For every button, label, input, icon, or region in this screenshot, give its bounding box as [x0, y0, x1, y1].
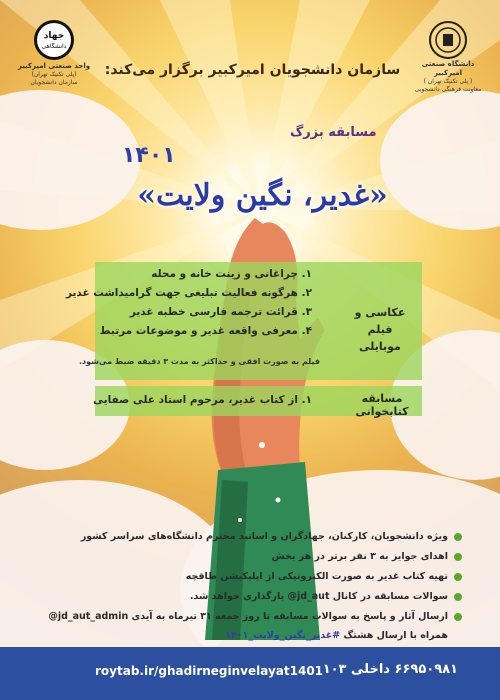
info-bullet — [42, 607, 462, 627]
logo-right-line2: ( پلی تکنیک تهران ) — [423, 78, 473, 85]
bullet-dot-icon — [454, 593, 462, 601]
info-bullets — [42, 527, 462, 645]
jahad-emblem-icon — [32, 18, 76, 62]
hashtag-intro: همراه با ارسال هشتگ — [343, 630, 448, 641]
logo-left-line2: (پلی تکنیک تهران) — [31, 71, 77, 78]
bullet-dot-icon — [454, 553, 462, 561]
video-note: فیلم به صورت افقی و حداکثر به مدت ۳ دقیقه ضبط می‌شود. — [79, 357, 320, 366]
photo-section-label — [350, 304, 410, 355]
bullet-dot-icon — [454, 573, 462, 581]
bullet-text: ویژه دانشجویان، کارکنان، جهادگران و اساتید محترم دانشگاه‌های سراسر کشور — [80, 531, 448, 542]
logo-left-mark1: جهاد — [43, 31, 65, 41]
info-bullet — [42, 587, 462, 607]
logo-right-line1: دانشگاه صنعتی امیرکبیر — [421, 60, 475, 77]
book-item: ۱. از کتاب غدیر، مرحوم استاد علی صفایی — [93, 394, 312, 406]
book-section-label: مسابقه کتابخوانی — [355, 392, 409, 418]
hashtag-line — [42, 627, 462, 645]
photo-topic-item: ۳. قرائت ترجمه فارسی خطبه غدیر — [129, 306, 312, 318]
bullet-text: تهیه کتاب غدیر به صورت الکترونیکی از اپلیکیشن طاقچه — [185, 571, 448, 582]
photo-topic-item: ۱. چراغانی و زینت خانه و محله — [151, 268, 312, 280]
info-bullet — [42, 567, 462, 587]
photo-label-line1: عکاسی و — [354, 306, 406, 319]
photo-label-line2: فیلم موبایلی — [359, 323, 401, 353]
hashtag-text: #غدیر_نگین_ولایت_۱۴۰۱ — [225, 630, 341, 641]
competition-year: ۱۴۰۱ — [122, 143, 176, 168]
logo-left-line1: واحد صنعتی امیرکبیر — [17, 62, 91, 70]
competition-title: «غدیر، نگین ولایت» — [137, 178, 388, 213]
organizer-heading: سازمان دانشجویان امیرکبیر برگزار می‌کند: — [104, 62, 401, 78]
bullet-dot-icon — [454, 533, 462, 541]
photo-topic-item: ۴. معرفی واقعه غدیر و موضوعات مرتبط — [99, 325, 312, 337]
bullet-text: سوالات مسابقه در کانال jd_aut@ بارگذاری خواهد شد. — [189, 591, 448, 602]
bullet-text: ارسال آثار و پاسخ به سوالات مسابقه تا روز جمعه ۳۱ تیرماه به آیدی jd_aut_admin@ — [48, 611, 448, 622]
amirkabir-university-logo — [414, 20, 482, 94]
photo-topics-list — [66, 265, 312, 341]
logo-right-line3: معاونت فرهنگی دانشجویی — [414, 86, 482, 93]
info-bullet — [42, 527, 462, 547]
bullet-dot-icon — [454, 613, 462, 621]
logo-left-line3: سازمان دانشجویان — [30, 79, 78, 86]
university-emblem-icon — [428, 20, 468, 60]
bullet-text: اهدای جوایز به ۳ نفر برتر در هر بخش — [271, 551, 448, 562]
footer-url[interactable]: roytab.ir/ghadirneginvelayat1401 — [95, 664, 324, 678]
logo-left-mark2: دانشگاهی — [41, 43, 67, 50]
footer-phone: ۶۶۹۵۰۹۸۱ داخلی ۱۰۳ — [322, 662, 458, 677]
competition-label: مسابقه بزرگ — [290, 125, 377, 140]
jahad-daneshgahi-logo — [14, 18, 94, 87]
info-bullet — [42, 547, 462, 567]
photo-topic-item: ۲. هرگونه فعالیت تبلیغی جهت گرامیداشت غدیر — [65, 287, 312, 299]
